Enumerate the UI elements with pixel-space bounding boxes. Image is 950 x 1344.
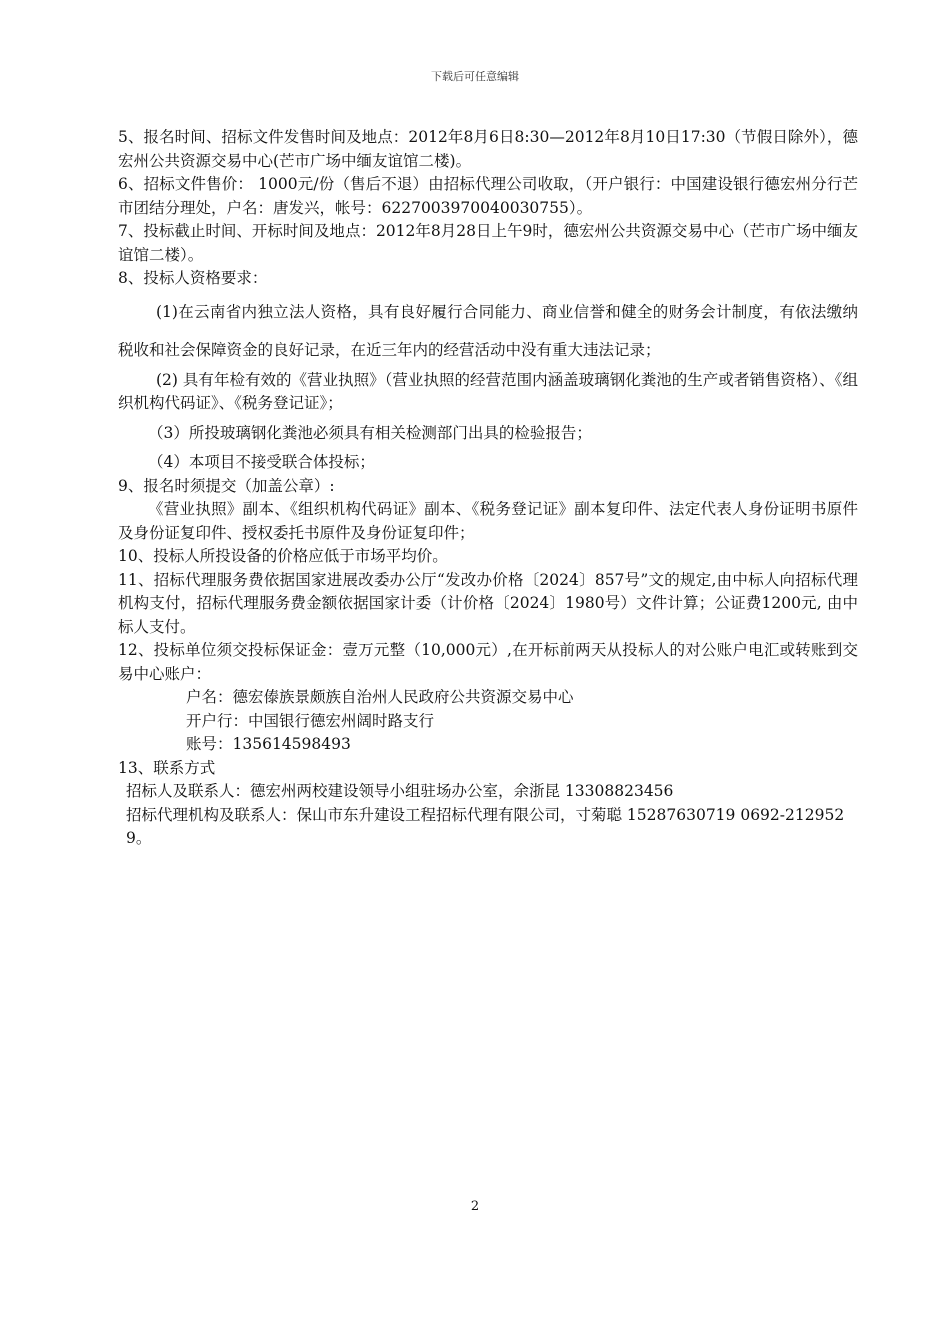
item-11-service-fee: 11、招标代理服务费依据国家进展改委办公厅“发改办价格〔2024〕857号”文的规定,由中标人向招标代理机构支付，招标代理服务费金额依据国家计委（计价格〔2024〕1980号）文件计算；公证费1200元, 由中标人支付。 (118, 570, 858, 636)
page-number: 2 (470, 1199, 480, 1214)
item-5-registration-time: 5、报名时间、招标文件发售时间及地点：2012年8月6日8:30—2012年8月10日17:30（节假日除外），德宏州公共资源交易中心(芒市广场中缅友谊馆二楼)。 (118, 128, 858, 170)
header-note: 下载后可任意编辑 (431, 70, 519, 83)
item-8-requirement-3: （3）所投玻璃钢化粪池必须具有相关检测部门出具的检验报告； (148, 423, 592, 442)
account-bank: 开户行：中国银行德宏州阔时路支行 (186, 711, 435, 730)
item-9-body: 《营业执照》副本、《组织机构代码证》副本、《税务登记证》副本复印件、法定代表人身份证明书原件及身份证复印件、授权委托书原件及身份证复印件； (118, 500, 858, 542)
contact-tenderer: 招标人及联系人：德宏州两校建设领导小组驻场办公室，余浙昆 13308823456 (126, 782, 674, 800)
item-8-title: 8、投标人资格要求： (118, 269, 268, 287)
document-body (118, 126, 858, 851)
item-8-requirement-1: (1)在云南省内独立法人资格，具有良好履行合同能力、商业信誉和健全的财务会计制度，有依法缴纳税收和社会保障资金的良好记录，在近三年内的经营活动中没有重大违法记录； (118, 302, 858, 359)
contact-agent: 招标代理机构及联系人：保山市东升建设工程招标代理有限公司，寸菊聪 15287630719 0692-2129529。 (126, 805, 845, 847)
item-10: 10、投标人所投设备的价格应低于市场平均价。 (118, 547, 448, 565)
item-13-title: 13、联系方式 (118, 758, 216, 777)
item-6-document-price: 6、招标文件售价： 1000元/份（售后不退）由招标代理公司收取，（开户银行：中国建设银行德宏州分行芒市团结分理处，户名：唐发兴，帐号：6227003970040030755）。 (118, 175, 858, 217)
item-8-requirement-4: （4）本项目不接受联合体投标； (148, 453, 375, 471)
account-name: 户名：德宏傣族景颇族自治州人民政府公共资源交易中心 (186, 688, 574, 706)
item-8-requirement-2: (2) 具有年检有效的《营业执照》（营业执照的经营范围内涵盖玻璃钢化粪池的生产或者销售资格）、《组织机构代码证》、《税务登记证》； (118, 370, 858, 412)
account-number: 账号：135614598493 (186, 735, 351, 753)
item-12-bid-bond: 12、投标单位须交投标保证金：壹万元整（10,000元）,在开标前两天从投标人的对公账户电汇或转账到交易中心账户： (118, 641, 858, 683)
item-7-bid-deadline: 7、投标截止时间、开标时间及地点：2012年8月28日上午9时，德宏州公共资源交易中心（芒市广场中缅友谊馆二楼）。 (118, 222, 858, 264)
item-9-title: 9、报名时须提交（加盖公章）: (118, 476, 335, 495)
